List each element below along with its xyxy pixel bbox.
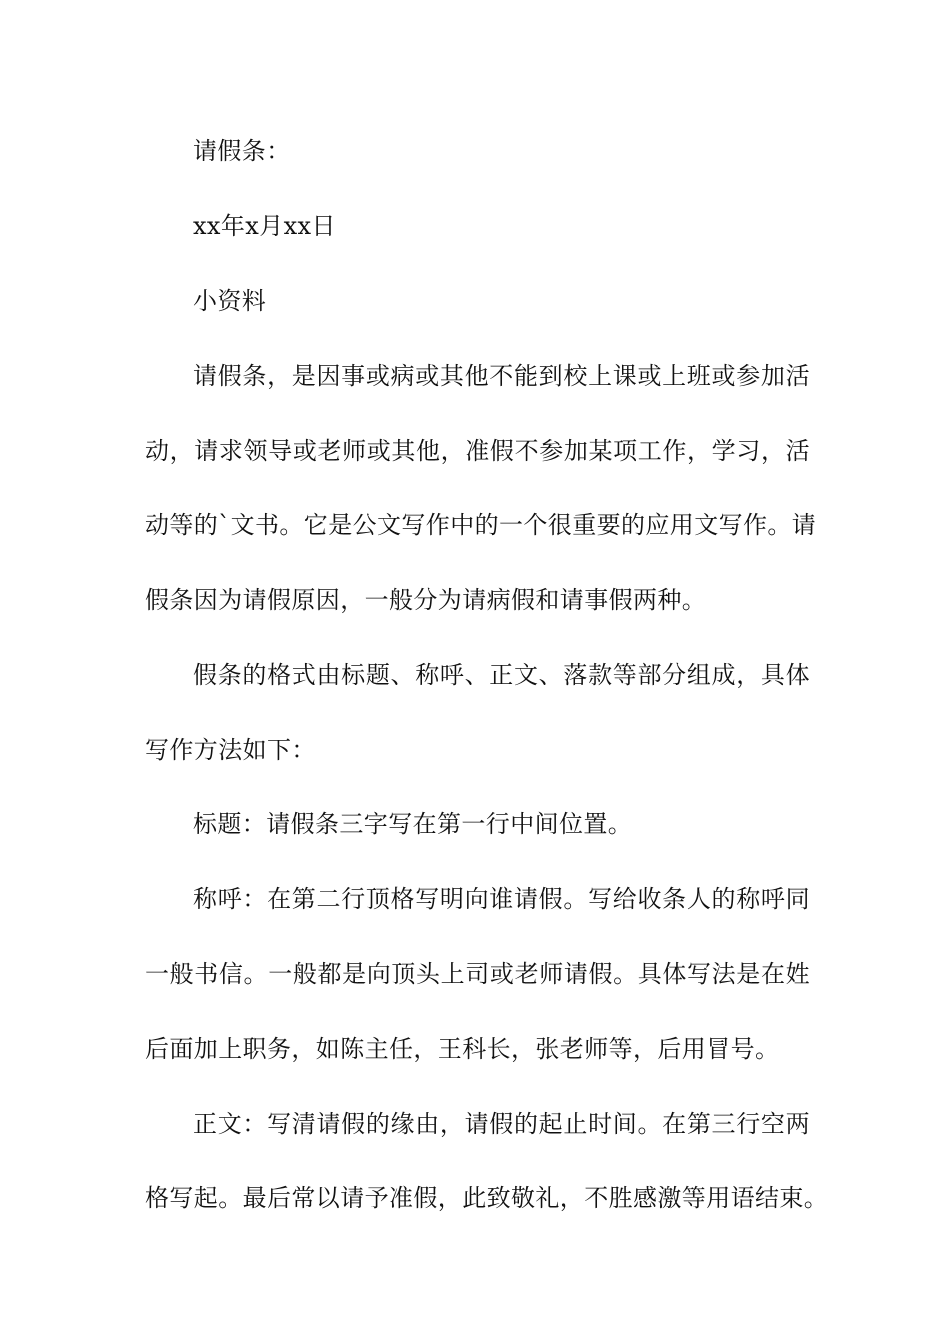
paragraph-line: 动，请求领导或老师或其他，准假不参加某项工作，学习，活	[145, 437, 810, 465]
paragraph-line: 标题：请假条三字写在第一行中间位置。	[193, 810, 633, 838]
paragraph-line: 假条的格式由标题、称呼、正文、落款等部分组成，具体	[193, 661, 810, 689]
paragraph-line: 格写起。最后常以请予准假，此致敬礼，不胜感激等用语结束。	[145, 1184, 829, 1212]
paragraph-line: 正文：写清请假的缘由，请假的起止时间。在第三行空两	[193, 1110, 810, 1138]
paragraph-line: 称呼：在第二行顶格写明向谁请假。写给收条人的称呼同	[193, 885, 810, 913]
paragraph-line: 写作方法如下：	[145, 736, 316, 764]
paragraph-line: 后面加上职务，如陈主任，王科长，张老师等，后用冒号。	[145, 1035, 780, 1063]
paragraph-line: 假条因为请假原因，一般分为请病假和请事假两种。	[145, 586, 707, 614]
note-title: 请假条：	[193, 137, 291, 165]
paragraph-line: 请假条，是因事或病或其他不能到校上课或上班或参加活	[193, 362, 810, 390]
date-line: xx年x月xx日	[193, 212, 336, 240]
paragraph-line: 一般书信。一般都是向顶头上司或老师请假。具体写法是在姓	[145, 960, 810, 988]
paragraph-line: 动等的`文书。它是公文写作中的一个很重要的应用文写作。请	[145, 511, 817, 539]
section-heading: 小资料	[193, 287, 267, 315]
